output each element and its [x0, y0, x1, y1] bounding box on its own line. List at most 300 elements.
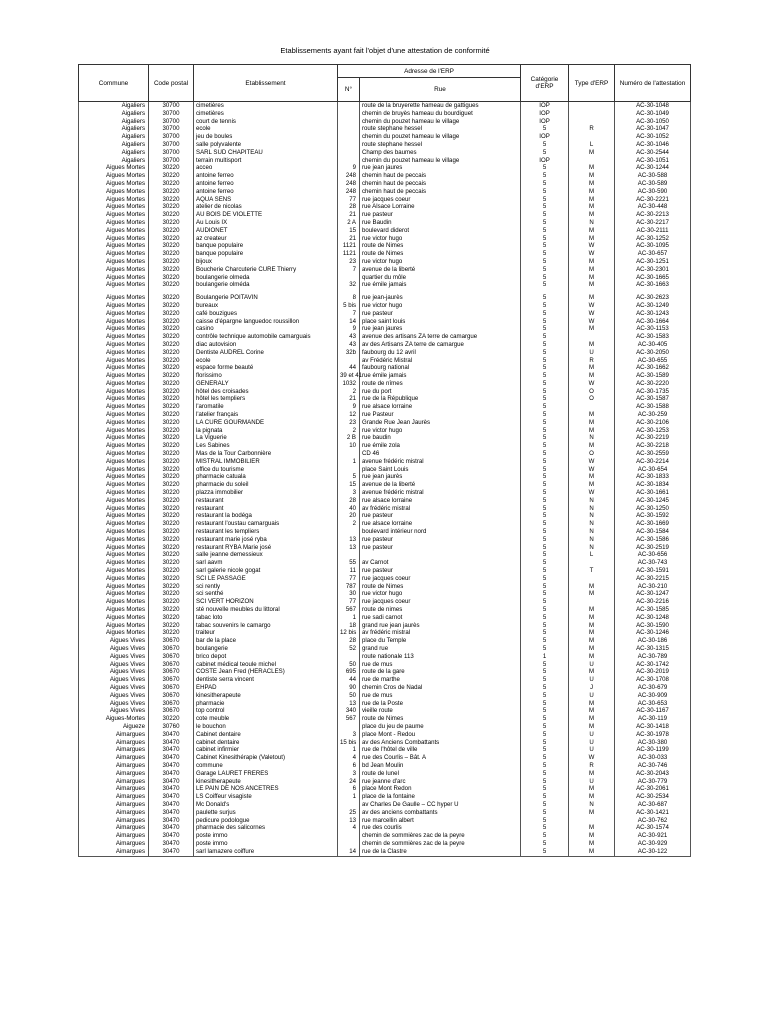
cell-attestation: AC-30-1153	[615, 325, 691, 333]
cell-etablissement: bureaux	[194, 302, 338, 310]
cell-categorie: IOP	[521, 102, 569, 110]
cell-numero: 20	[338, 512, 360, 520]
table-row	[79, 419, 691, 427]
cell-numero: 1	[338, 458, 360, 466]
cell-attestation: AC-30-119	[615, 715, 691, 723]
cell-rue: place saint louis	[360, 318, 521, 326]
cell-etablissement: restaurant la bodéga	[194, 512, 338, 520]
cell-categorie: IOP	[521, 157, 569, 165]
cell-categorie: 5	[521, 380, 569, 388]
cell-categorie: 5	[521, 325, 569, 333]
cell-attestation: AC-30-1048	[615, 102, 691, 110]
cell-attestation: AC-30-2219	[615, 434, 691, 442]
cell-commune: Aimargues	[79, 840, 149, 848]
cell-commune: Aigues Mortes	[79, 497, 149, 505]
cell-categorie: 5	[521, 372, 569, 380]
cell-numero: 2	[338, 520, 360, 528]
cell-numero: 1	[338, 793, 360, 801]
cell-type: M	[569, 653, 615, 661]
cell-code-postal: 30470	[149, 817, 194, 825]
cell-commune: Aigues Mortes	[79, 442, 149, 450]
cell-attestation: AC-30-687	[615, 801, 691, 809]
cell-commune: Aimargues	[79, 793, 149, 801]
cell-categorie: 5	[521, 395, 569, 403]
cell-numero: 28	[338, 497, 360, 505]
cell-etablissement: la pignata	[194, 427, 338, 435]
cell-commune: Aigues Vives	[79, 653, 149, 661]
cell-etablissement: court de tennis	[194, 118, 338, 126]
cell-etablissement: cabinet infirmier	[194, 746, 338, 754]
cell-commune: Aigues Mortes	[79, 266, 149, 274]
cell-type: M	[569, 606, 615, 614]
cell-code-postal: 30220	[149, 310, 194, 318]
cell-etablissement: Au Louis IX	[194, 219, 338, 227]
cell-categorie: 5	[521, 661, 569, 669]
table-row	[79, 762, 691, 770]
cell-attestation: AC-30-1742	[615, 661, 691, 669]
cell-categorie: 5	[521, 219, 569, 227]
cell-categorie: 5	[521, 427, 569, 435]
cell-numero: 23	[338, 419, 360, 427]
cell-type: M	[569, 364, 615, 372]
cell-code-postal: 30220	[149, 164, 194, 172]
table-row	[79, 388, 691, 396]
table-row	[79, 211, 691, 219]
cell-attestation: AC-30-1244	[615, 164, 691, 172]
cell-type: W	[569, 302, 615, 310]
cell-type: M	[569, 840, 615, 848]
cell-rue: faubourg du 12 avril	[360, 349, 521, 357]
cell-code-postal: 30700	[149, 125, 194, 133]
cell-rue: rue émile zola	[360, 442, 521, 450]
cell-categorie: 5	[521, 450, 569, 458]
cell-etablissement: pedicure podologue	[194, 817, 338, 825]
cell-etablissement: café bouzigues	[194, 310, 338, 318]
cell-commune: Aigues Mortes	[79, 403, 149, 411]
cell-code-postal: 30220	[149, 575, 194, 583]
cell-rue: rue pasteur	[360, 211, 521, 219]
cell-type: O	[569, 395, 615, 403]
cell-etablissement: LA CURE GOURMANDE	[194, 419, 338, 427]
cell-rue: place du Temple	[360, 637, 521, 645]
cell-categorie: 5	[521, 606, 569, 614]
cell-attestation: AC-30-1199	[615, 746, 691, 754]
cell-commune: Aigues Vives	[79, 676, 149, 684]
cell-numero: 28	[338, 203, 360, 211]
cell-code-postal: 30220	[149, 196, 194, 204]
table-row	[79, 785, 691, 793]
cell-code-postal: 30670	[149, 653, 194, 661]
cell-rue: place du jeu de paume	[360, 723, 521, 731]
cell-type: W	[569, 310, 615, 318]
cell-rue: route de la gare	[360, 668, 521, 676]
cell-code-postal: 30220	[149, 551, 194, 559]
cell-attestation: AC-30-589	[615, 180, 691, 188]
table-row	[79, 242, 691, 250]
cell-numero: 14	[338, 318, 360, 326]
cell-numero: 12	[338, 411, 360, 419]
cell-attestation: AC-30-1252	[615, 235, 691, 243]
cell-attestation: AC-30-1049	[615, 110, 691, 118]
cell-numero: 248	[338, 172, 360, 180]
cell-code-postal: 30220	[149, 235, 194, 243]
cell-rue: route de nimes	[360, 606, 521, 614]
cell-etablissement: GENERALY	[194, 380, 338, 388]
cell-categorie: 5	[521, 700, 569, 708]
cell-type: O	[569, 450, 615, 458]
cell-categorie: 5	[521, 583, 569, 591]
cell-attestation: AC-30-2559	[615, 450, 691, 458]
cell-type: M	[569, 281, 615, 289]
cell-code-postal: 30700	[149, 157, 194, 165]
cell-rue: rue émile jamais	[360, 281, 521, 289]
cell-commune: Aigues Mortes	[79, 395, 149, 403]
cell-type: M	[569, 590, 615, 598]
cell-code-postal: 30670	[149, 700, 194, 708]
cell-attestation: AC-30-743	[615, 559, 691, 567]
cell-commune: Aimargues	[79, 754, 149, 762]
cell-categorie: 5	[521, 442, 569, 450]
cell-etablissement: LE PAIN DE NOS ANCETRES	[194, 785, 338, 793]
cell-type: M	[569, 164, 615, 172]
cell-numero: 11	[338, 567, 360, 575]
cell-rue: rue Baudin	[360, 219, 521, 227]
cell-attestation: AC-30-1592	[615, 512, 691, 520]
table-row	[79, 364, 691, 372]
cell-commune: Aigues Vives	[79, 684, 149, 692]
table-row	[79, 684, 691, 692]
cell-rue: chemin du pouzet hameau le village	[360, 157, 521, 165]
cell-etablissement: tabac souvenirs le camargo	[194, 622, 338, 630]
table-row	[79, 302, 691, 310]
cell-rue: av des Anciens Combattants	[360, 739, 521, 747]
cell-commune: Aimargues	[79, 801, 149, 809]
cell-attestation: AC-30-590	[615, 188, 691, 196]
document-title: Etablissements ayant fait l'objet d'une attestation de conformité	[280, 46, 490, 55]
cell-rue: chemin de sommières zac de la peyre	[360, 832, 521, 840]
cell-code-postal: 30470	[149, 785, 194, 793]
cell-attestation: AC-30-2216	[615, 598, 691, 606]
table-row	[79, 473, 691, 481]
cell-type: W	[569, 754, 615, 762]
table-row	[79, 102, 691, 110]
cell-categorie: 5	[521, 809, 569, 817]
cell-code-postal: 30220	[149, 266, 194, 274]
table-row	[79, 219, 691, 227]
table-row	[79, 349, 691, 357]
cell-code-postal: 30220	[149, 505, 194, 513]
cell-rue: rue marcellin albert	[360, 817, 521, 825]
cell-categorie: 5	[521, 762, 569, 770]
cell-commune: Aigues-Mortes	[79, 715, 149, 723]
cell-numero: 1	[338, 614, 360, 622]
cell-numero	[338, 157, 360, 165]
cell-attestation: AC-30-655	[615, 357, 691, 365]
cell-numero	[338, 450, 360, 458]
cell-etablissement: terrain multisport	[194, 157, 338, 165]
cell-rue: chemin du pouzet hameau le village	[360, 118, 521, 126]
cell-code-postal: 30220	[149, 333, 194, 341]
cell-commune: Aigues Mortes	[79, 203, 149, 211]
cell-numero: 32	[338, 281, 360, 289]
cell-commune: Aigues Mortes	[79, 188, 149, 196]
cell-code-postal: 30470	[149, 739, 194, 747]
cell-numero: 52	[338, 645, 360, 653]
cell-commune: Aigues Mortes	[79, 172, 149, 180]
cell-attestation: AC-30-380	[615, 739, 691, 747]
cell-numero: 8	[338, 294, 360, 302]
cell-etablissement: kinesitherapeute	[194, 778, 338, 786]
cell-categorie: 5	[521, 707, 569, 715]
cell-commune: Aigues Mortes	[79, 575, 149, 583]
table-row	[79, 164, 691, 172]
table-row	[79, 310, 691, 318]
cell-code-postal: 30220	[149, 258, 194, 266]
cell-rue: vieille route	[360, 707, 521, 715]
cell-etablissement: sci rently	[194, 583, 338, 591]
cell-code-postal: 30220	[149, 629, 194, 637]
cell-numero: 13	[338, 817, 360, 825]
cell-etablissement: hôtel les templiers	[194, 395, 338, 403]
table-row	[79, 427, 691, 435]
cell-etablissement: MISTRAL IMMOBILIER	[194, 458, 338, 466]
table-row	[79, 203, 691, 211]
cell-attestation: AC-30-1735	[615, 388, 691, 396]
cell-categorie: 5	[521, 567, 569, 575]
cell-attestation: AC-30-1590	[615, 622, 691, 630]
cell-attestation: AC-30-2534	[615, 793, 691, 801]
cell-commune: Aigues Mortes	[79, 544, 149, 552]
cell-attestation: AC-30-2215	[615, 575, 691, 583]
cell-categorie: 5	[521, 824, 569, 832]
table-row	[79, 715, 691, 723]
cell-commune: Aigues Mortes	[79, 528, 149, 536]
table-row	[79, 227, 691, 235]
cell-code-postal: 30220	[149, 544, 194, 552]
cell-type	[569, 575, 615, 583]
cell-numero	[338, 141, 360, 149]
cell-commune: Aigues Mortes	[79, 302, 149, 310]
cell-categorie: 5	[521, 411, 569, 419]
cell-type	[569, 118, 615, 126]
cell-categorie: 5	[521, 840, 569, 848]
cell-numero	[338, 840, 360, 848]
table-row	[79, 793, 691, 801]
cell-numero	[338, 274, 360, 282]
cell-code-postal: 30220	[149, 357, 194, 365]
cell-rue: rue jacques coeur	[360, 598, 521, 606]
cell-code-postal: 30470	[149, 824, 194, 832]
cell-rue: chemin du pouzet hameau le village	[360, 133, 521, 141]
cell-etablissement: contrôle technique automobile camarguais	[194, 333, 338, 341]
cell-commune: Aimargues	[79, 746, 149, 754]
cell-attestation: AC-30-210	[615, 583, 691, 591]
cell-etablissement: cote meuble	[194, 715, 338, 723]
table-row	[79, 481, 691, 489]
cell-numero: 77	[338, 598, 360, 606]
cell-attestation: AC-30-1315	[615, 645, 691, 653]
cell-type: U	[569, 661, 615, 669]
cell-categorie: 5	[521, 489, 569, 497]
cell-numero	[338, 653, 360, 661]
cell-numero: 6	[338, 762, 360, 770]
cell-type: M	[569, 793, 615, 801]
cell-commune: Aigues Mortes	[79, 349, 149, 357]
cell-attestation: AC-30-2301	[615, 266, 691, 274]
cell-attestation: AC-30-1664	[615, 318, 691, 326]
cell-etablissement: salle polyvalente	[194, 141, 338, 149]
cell-attestation: AC-30-1662	[615, 364, 691, 372]
cell-attestation: AC-30-2623	[615, 294, 691, 302]
table-row	[79, 395, 691, 403]
table-row	[79, 110, 691, 118]
cell-rue: place Mont - Redou	[360, 731, 521, 739]
cell-rue: Champ des baumes	[360, 149, 521, 157]
cell-code-postal: 30220	[149, 427, 194, 435]
cell-type: N	[569, 520, 615, 528]
cell-etablissement: l'aromatile	[194, 403, 338, 411]
table-row	[79, 575, 691, 583]
cell-code-postal: 30700	[149, 133, 194, 141]
cell-type: U	[569, 778, 615, 786]
cell-numero	[338, 466, 360, 474]
cell-numero: 21	[338, 211, 360, 219]
header-adresse: Adresse de l'ERP	[338, 65, 521, 78]
cell-rue: av frédéric mistral	[360, 629, 521, 637]
cell-commune: Aimargues	[79, 739, 149, 747]
cell-etablissement: restaurant	[194, 505, 338, 513]
cell-numero	[338, 125, 360, 133]
cell-attestation: AC-30-1588	[615, 403, 691, 411]
cell-rue: avenue de la liberté	[360, 266, 521, 274]
table-row	[79, 411, 691, 419]
cell-type: M	[569, 235, 615, 243]
cell-code-postal: 30760	[149, 723, 194, 731]
table-row	[79, 133, 691, 141]
cell-code-postal: 30470	[149, 840, 194, 848]
cell-attestation: AC-30-1669	[615, 520, 691, 528]
cell-commune: Aigues Vives	[79, 645, 149, 653]
cell-type: M	[569, 419, 615, 427]
cell-type: U	[569, 746, 615, 754]
table-row	[79, 606, 691, 614]
cell-code-postal: 30670	[149, 661, 194, 669]
cell-type: W	[569, 466, 615, 474]
table-row	[79, 739, 691, 747]
cell-commune: Aigues Mortes	[79, 622, 149, 630]
cell-code-postal: 30220	[149, 715, 194, 723]
cell-type: M	[569, 785, 615, 793]
cell-categorie: 5	[521, 281, 569, 289]
cell-numero: 13	[338, 536, 360, 544]
cell-categorie: 5	[521, 318, 569, 326]
cell-etablissement: restaurant les templiers	[194, 528, 338, 536]
cell-etablissement: florissimo	[194, 372, 338, 380]
cell-categorie: 5	[521, 692, 569, 700]
cell-categorie: 5	[521, 125, 569, 133]
cell-etablissement: Mc Donald's	[194, 801, 338, 809]
cell-numero: 9	[338, 325, 360, 333]
cell-code-postal: 30220	[149, 419, 194, 427]
cell-etablissement: La Viguerie	[194, 434, 338, 442]
cell-categorie: 5	[521, 551, 569, 559]
cell-categorie: 5	[521, 622, 569, 630]
cell-commune: Aigaliers	[79, 141, 149, 149]
cell-commune: Aigues Mortes	[79, 458, 149, 466]
header-numero: N°	[338, 78, 360, 102]
cell-numero: 77	[338, 196, 360, 204]
cell-code-postal: 30700	[149, 102, 194, 110]
cell-commune: Aigues Mortes	[79, 281, 149, 289]
cell-rue: rue de la République	[360, 395, 521, 403]
cell-code-postal: 30220	[149, 227, 194, 235]
cell-numero: 567	[338, 606, 360, 614]
cell-numero: 1121	[338, 242, 360, 250]
cell-etablissement: SCI VERT HORIZON	[194, 598, 338, 606]
table-row	[79, 567, 691, 575]
cell-categorie: 5	[521, 746, 569, 754]
cell-numero: 15	[338, 227, 360, 235]
cell-type: M	[569, 637, 615, 645]
cell-etablissement: AUDIONET	[194, 227, 338, 235]
cell-type: M	[569, 723, 615, 731]
cell-code-postal: 30670	[149, 676, 194, 684]
table-row	[79, 341, 691, 349]
cell-commune: Aigues Mortes	[79, 559, 149, 567]
cell-type: W	[569, 380, 615, 388]
cell-attestation: AC-30-1250	[615, 505, 691, 513]
cell-commune: Aigues Mortes	[79, 551, 149, 559]
cell-type: U	[569, 349, 615, 357]
cell-code-postal: 30220	[149, 442, 194, 450]
cell-code-postal: 30700	[149, 110, 194, 118]
cell-numero: 4	[338, 824, 360, 832]
table-row	[79, 668, 691, 676]
cell-etablissement: AU BOIS DE VIOLETTE	[194, 211, 338, 219]
cell-commune: Aigues Mortes	[79, 357, 149, 365]
cell-attestation: AC-30-2213	[615, 211, 691, 219]
cell-categorie: 5	[521, 227, 569, 235]
cell-numero	[338, 102, 360, 110]
cell-code-postal: 30220	[149, 411, 194, 419]
cell-categorie: 5	[521, 676, 569, 684]
cell-rue: rue des Courlis – Bât. A	[360, 754, 521, 762]
cell-type: M	[569, 180, 615, 188]
cell-categorie: 5	[521, 598, 569, 606]
cell-attestation: AC-30-921	[615, 832, 691, 840]
cell-categorie: 5	[521, 481, 569, 489]
cell-attestation: AC-30-1167	[615, 707, 691, 715]
table-body	[79, 102, 691, 857]
cell-etablissement: l'atelier français	[194, 411, 338, 419]
cell-rue: av frédéric mistral	[360, 505, 521, 513]
cell-code-postal: 30220	[149, 622, 194, 630]
table-row	[79, 512, 691, 520]
cell-etablissement: SARL SUD CHAPITEAU	[194, 149, 338, 157]
cell-categorie: 5	[521, 473, 569, 481]
cell-categorie: 5	[521, 778, 569, 786]
cell-type: M	[569, 442, 615, 450]
cell-etablissement: poste immo	[194, 832, 338, 840]
cell-type	[569, 333, 615, 341]
table-row	[79, 731, 691, 739]
cell-numero: 787	[338, 583, 360, 591]
table-row	[79, 466, 691, 474]
cell-numero: 2	[338, 427, 360, 435]
cell-attestation: AC-30-1586	[615, 536, 691, 544]
cell-commune: Aigues Mortes	[79, 372, 149, 380]
cell-attestation: AC-30-1978	[615, 731, 691, 739]
